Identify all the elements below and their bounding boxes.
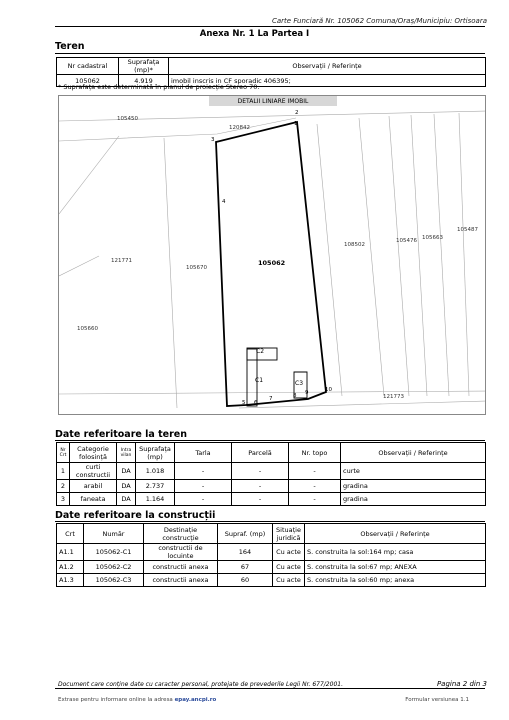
cell: 2 <box>57 480 70 493</box>
vertex-label: 3 <box>211 137 215 143</box>
vertex-label: 5 <box>242 400 246 406</box>
annex-title: Anexa Nr. 1 La Partea I <box>199 29 310 39</box>
col-observatii: Observații / Referințe <box>305 524 486 544</box>
col-nr-cadastral: Nr cadastral <box>57 58 119 75</box>
date-constructii-heading: Date referitoare la construcții <box>55 510 216 521</box>
cell: faneata <box>70 493 117 506</box>
cell: Cu acte <box>273 574 305 587</box>
table-row <box>57 493 486 506</box>
document-header-title: Carte Funciară Nr. 105062 Comuna/Oraș/Municipiu: Ortisoara <box>271 17 487 25</box>
building-label: C3 <box>295 380 304 387</box>
cell: 1.018 <box>136 463 175 480</box>
cell: 60 <box>218 574 273 587</box>
page-number: Pagina 2 din 3 <box>436 680 487 688</box>
extract-link[interactable]: epay.ancpi.ro <box>174 697 217 703</box>
cell: 1 <box>57 463 70 480</box>
neighbor-label: 121771 <box>111 258 132 264</box>
neighbor-label: 120842 <box>229 125 250 131</box>
cell-observatii: imobil inscris in CF sporadic 406395; <box>169 75 486 87</box>
vertex-label: 10 <box>325 387 332 393</box>
cell: Cu acte <box>273 561 305 574</box>
surface-note: * Suprafața este determinată în planul de proiecție Stereo 70. <box>58 83 260 91</box>
vertex-label: 4 <box>222 199 226 205</box>
date-constructii-table <box>56 523 486 587</box>
cell: 105062-C2 <box>84 561 144 574</box>
cell: S. construita la sol:60 mp; anexa <box>305 574 486 587</box>
col-crt: Crt <box>57 524 84 544</box>
cell-suprafata: 4.919 <box>119 75 169 87</box>
vertex-label: 9 <box>305 390 309 396</box>
table-row <box>57 480 486 493</box>
date-teren-heading: Date referitoare la teren <box>55 429 187 440</box>
cell: - <box>289 480 341 493</box>
cell: 2.737 <box>136 480 175 493</box>
col-suprafata: Suprafața (mp) <box>136 443 175 463</box>
table-row <box>57 561 486 574</box>
vertex-label: 1 <box>294 121 298 127</box>
cell: DA <box>117 463 136 480</box>
vertex-label: 2 <box>295 110 299 116</box>
cell: - <box>289 463 341 480</box>
neighbor-label: 105487 <box>457 227 478 233</box>
teren-heading: Teren <box>55 41 85 52</box>
vertex-label: 6 <box>254 400 258 406</box>
col-observatii: Observații / Referințe <box>169 58 486 75</box>
date-constructii-header-row <box>57 524 486 544</box>
cell: - <box>175 463 232 480</box>
col-nr-topo: Nr. topo <box>289 443 341 463</box>
cell: curti constructii <box>70 463 117 480</box>
cadastral-plan <box>58 95 486 415</box>
col-suprafata: Suprafața (mp)* <box>119 58 169 75</box>
col-categorie: Categorie folosință <box>70 443 117 463</box>
vertex-label: 7 <box>269 396 273 402</box>
form-version: Formular versiunea 1.1 <box>405 697 469 703</box>
cell: constructii anexa <box>144 561 218 574</box>
privacy-disclaimer: Document care conține date cu caracter personal, protejate de prevederile Legii Nr. 677/2001. <box>58 681 343 688</box>
col-observatii: Observații / Referințe <box>341 443 486 463</box>
col-destinatie: Destinație construcție <box>144 524 218 544</box>
cell: 3 <box>57 493 70 506</box>
extract-prefix: Extrase pentru informare online la adresa <box>58 697 173 703</box>
cell-nr-cadastral: 105062 <box>57 75 119 87</box>
date-constructii-divider <box>55 521 485 522</box>
cell: constructii de locuinte <box>144 544 218 561</box>
col-numar: Număr <box>84 524 144 544</box>
cell: S. construita la sol:164 mp; casa <box>305 544 486 561</box>
cell: A1.1 <box>57 544 84 561</box>
cell: A1.2 <box>57 561 84 574</box>
teren-divider <box>55 53 485 54</box>
cell: - <box>289 493 341 506</box>
plan-title: DETALII LINIARE IMOBIL <box>237 98 309 105</box>
cell: 105062-C1 <box>84 544 144 561</box>
extract-note <box>58 697 216 703</box>
cell: - <box>232 480 289 493</box>
vertex-label: 8 <box>293 393 297 399</box>
table-row <box>57 574 486 587</box>
cell: 1.164 <box>136 493 175 506</box>
cell: arabil <box>70 480 117 493</box>
neighbor-label: 108502 <box>344 242 365 248</box>
col-parcela: Parcelă <box>232 443 289 463</box>
neighbor-label: 105660 <box>77 326 98 332</box>
cell: DA <box>117 493 136 506</box>
building-label: C2 <box>256 348 265 355</box>
cell: curte <box>341 463 486 480</box>
col-nr-crt: Nr Crt <box>57 443 70 463</box>
cell: 105062-C3 <box>84 574 144 587</box>
col-tarla: Tarla <box>175 443 232 463</box>
building-label: C1 <box>255 377 264 384</box>
neighbor-label: 105476 <box>396 238 417 244</box>
plan-drawing <box>59 96 486 415</box>
footer-divider <box>55 688 485 689</box>
date-teren-table <box>56 442 486 506</box>
neighbor-label: 121773 <box>383 394 404 400</box>
cell: Cu acte <box>273 544 305 561</box>
cell: - <box>232 463 289 480</box>
cell: DA <box>117 480 136 493</box>
teren-header-row <box>57 58 486 75</box>
cell: constructii anexa <box>144 574 218 587</box>
cell: - <box>232 493 289 506</box>
cell: - <box>175 480 232 493</box>
cell: gradina <box>341 480 486 493</box>
cell: gradina <box>341 493 486 506</box>
cell: 67 <box>218 561 273 574</box>
header-divider <box>55 26 485 27</box>
col-intravilan: Intra vilan <box>117 443 136 463</box>
neighbor-label: 105670 <box>186 265 207 271</box>
date-teren-header-row <box>57 443 486 463</box>
cell: 164 <box>218 544 273 561</box>
neighbor-label: 105663 <box>422 235 443 241</box>
cell: S. construita la sol:67 mp; ANEXA <box>305 561 486 574</box>
col-situatie: Situație juridică <box>273 524 305 544</box>
neighbor-label: 105450 <box>117 116 138 122</box>
table-row <box>57 463 486 480</box>
col-suprafata: Supraf. (mp) <box>218 524 273 544</box>
cell: A1.3 <box>57 574 84 587</box>
cell: - <box>175 493 232 506</box>
table-row <box>57 544 486 561</box>
parcel-label: 105062 <box>258 259 286 267</box>
date-teren-divider <box>55 440 485 441</box>
